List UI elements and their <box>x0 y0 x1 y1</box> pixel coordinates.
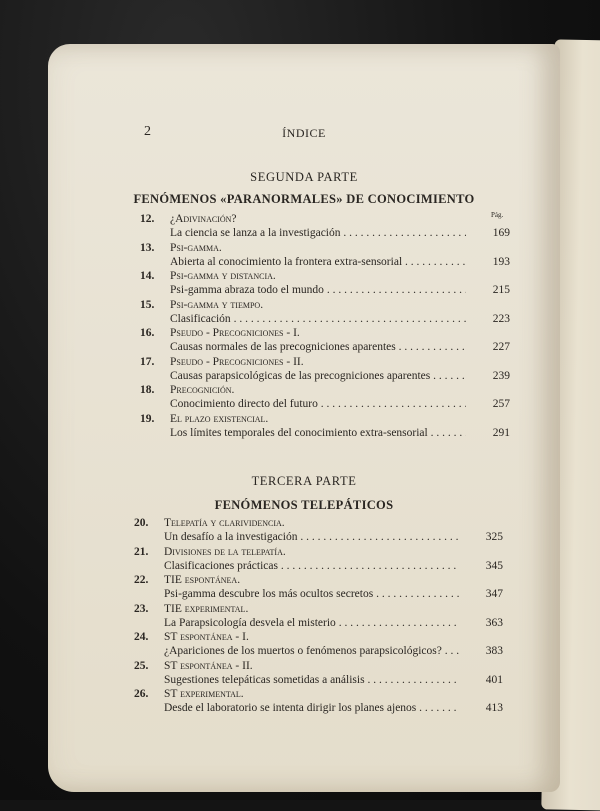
toc-entry <box>140 269 510 299</box>
entry-title: TIE experimental. <box>164 602 249 615</box>
part-title-3: FENÓMENOS TELEPÁTICOS <box>214 498 394 512</box>
entry-subtitle: La Parapsicología desvela el misterio . . . <box>164 616 459 630</box>
entry-subtitle: Conocimiento directo del futuro . . . <box>170 397 466 411</box>
entry-subtitle: Clasificaciones prácticas . . . <box>164 559 459 573</box>
entry-page: 215 <box>492 284 510 296</box>
entry-title: Pseudo - Precogniciones - II. <box>170 355 304 368</box>
page-column-label: Pág. <box>491 211 504 219</box>
entry-title: Pseudo - Precogniciones - I. <box>170 327 300 339</box>
entry-page: 239 <box>492 369 510 382</box>
entry-number: 26. <box>134 688 149 700</box>
entry-subtitle: ¿Apariciones de los muertos o fenómenos parapsicológicos? . . . <box>164 644 459 658</box>
entry-page: 363 <box>485 616 503 629</box>
entry-number: 22. <box>134 574 149 586</box>
entry-number: 20. <box>134 517 149 529</box>
entry-number: 17. <box>140 355 155 368</box>
toc-entry <box>140 212 510 242</box>
entry-subtitle: Clasificación . . . <box>170 312 466 326</box>
entry-subtitle: La ciencia se lanza a la investigación . . . <box>170 226 466 240</box>
part-heading-3: TERCERA PARTE <box>251 474 357 488</box>
entry-title: Telepatía y clarividencia. <box>164 517 285 529</box>
entry-subtitle: Abierta al conocimiento la frontera extra-sensorial . . . <box>170 255 466 269</box>
toc-entry <box>140 412 510 442</box>
entry-number: 25. <box>134 659 149 672</box>
entry-page: 401 <box>485 673 503 686</box>
entry-title: Psi-gamma y tiempo. <box>170 298 264 311</box>
entry-number: 18. <box>140 384 155 396</box>
entry-number: 15. <box>140 298 155 311</box>
entry-number: 21. <box>134 545 149 558</box>
entry-title: Precognición. <box>170 384 235 396</box>
entry-subtitle: Desde el laboratorio se intenta dirigir los planes ajenos . . . <box>164 701 459 715</box>
toc-entry <box>134 630 503 660</box>
entry-subtitle: Psi-gamma descubre los más ocultos secretos . . . <box>164 587 459 601</box>
entry-title: El plazo existencial. <box>170 412 269 425</box>
entry-subtitle: Causas normales de las precogniciones aparentes . . . <box>170 340 466 354</box>
toc-entry <box>134 602 503 632</box>
entry-page: 347 <box>485 588 503 600</box>
entry-number: 19. <box>140 412 155 425</box>
entry-title: ST espontánea - II. <box>164 659 253 672</box>
entry-title: ST experimental. <box>164 688 244 700</box>
entry-page: 413 <box>485 702 503 714</box>
entry-subtitle: Los límites temporales del conocimiento extra-sensorial . . . <box>170 426 466 440</box>
entry-title: TIE espontánea. <box>164 574 241 586</box>
entry-number: 16. <box>140 327 155 339</box>
toc-entry <box>134 659 503 689</box>
entry-subtitle: Causas parapsicológicas de las precogniciones aparentes . . . <box>170 369 466 383</box>
entry-page: 193 <box>492 255 510 268</box>
entry-page: 383 <box>485 645 503 657</box>
entry-page: 169 <box>492 227 510 239</box>
toc-entry <box>134 545 503 575</box>
entry-page: 223 <box>492 312 510 325</box>
toc-entry <box>134 573 503 603</box>
toc-entry <box>140 241 510 271</box>
entry-page: 345 <box>485 559 503 572</box>
toc-entry <box>134 516 503 546</box>
entry-page: 325 <box>485 531 503 543</box>
entry-number: 23. <box>134 602 149 615</box>
part-title-2: FENÓMENOS «PARANORMALES» DE CONOCIMIENTO <box>133 192 475 206</box>
part-heading-2: SEGUNDA PARTE <box>250 170 358 184</box>
entry-page: 257 <box>492 398 510 410</box>
entry-subtitle: Un desafío a la investigación . . . <box>164 530 459 544</box>
toc-entry <box>140 298 510 328</box>
toc-entry <box>140 355 510 385</box>
entry-number: 13. <box>140 241 155 254</box>
toc-entry <box>140 383 510 413</box>
entry-title: Psi-gamma. <box>170 241 222 254</box>
entry-title: Divisiones de la telepatía. <box>164 545 286 558</box>
toc-entry <box>140 326 510 356</box>
book-page <box>48 44 560 792</box>
entry-title: ST espontánea - I. <box>164 631 249 643</box>
entry-title: Psi-gamma y distancia. <box>170 270 276 282</box>
toc-entry <box>134 687 503 717</box>
entry-page: 291 <box>492 426 510 439</box>
entry-number: 14. <box>140 270 155 282</box>
entry-page: 227 <box>492 341 510 353</box>
entry-title: ¿Adivinación? <box>170 213 237 225</box>
entry-subtitle: Psi-gamma abraza todo el mundo . . . <box>170 283 466 297</box>
running-title: ÍNDICE <box>282 126 326 140</box>
page-number: 2 <box>144 124 151 139</box>
entry-number: 24. <box>134 631 149 643</box>
entry-subtitle: Sugestiones telepáticas sometidas a análisis . . . <box>164 673 459 687</box>
entry-number: 12. <box>140 213 155 225</box>
